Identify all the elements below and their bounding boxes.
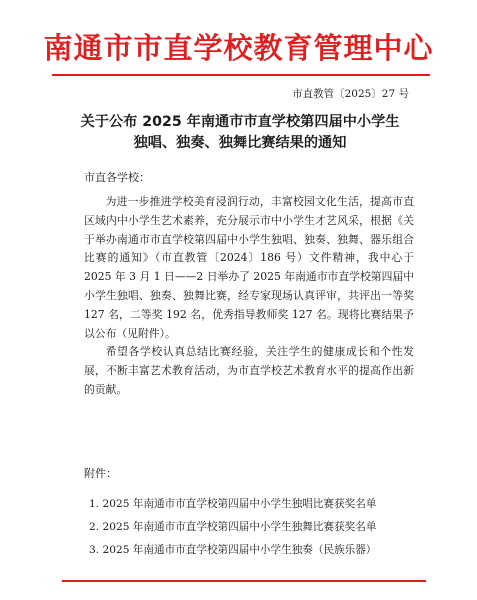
attachments-label: 附件：	[84, 467, 117, 480]
notice-body	[84, 193, 414, 400]
notice-title-line-2: 独唱、独奏、独舞比赛结果的通知	[133, 135, 347, 151]
masthead-divider	[52, 74, 430, 76]
attachments-list	[89, 493, 429, 562]
masthead-title: 南通市市直学校教育管理中心	[43, 31, 434, 65]
addressee: 市直各学校：	[84, 171, 150, 184]
document-number: 市直教管〔2025〕27 号	[292, 88, 409, 100]
attachment-item: 1. 2025 年南通市市直学校第四届中小学生独唱比赛获奖名单	[89, 498, 377, 510]
notice-title-line-1: 关于公布 2025 年南通市市直学校第四届中小学生	[80, 114, 400, 130]
notice-title	[50, 112, 430, 154]
footer-divider	[62, 580, 426, 582]
attachment-item: 2. 2025 年南通市市直学校第四届中小学生独舞比赛获奖名单	[89, 521, 377, 533]
body-paragraph: 为进一步推进学校美育浸润行动，丰富校园文化生活，提高市直区域内中小学生艺术素养，充分展示市中小学生才艺风采，根据《关于举办南通市市直学校第四届中小学生独唱、独奏、独舞、器乐组合比赛的通知》（市直教管〔2024〕186 号）文件精神，我中心于 2025 年 3 月 1 日——2 日举办了 2025 年南通市市直学校第四届中小学生独唱、独奏、独舞比赛，经专家现场认真评审，共评出一等奖 127 名，二等奖 192 名，优秀指导教师奖 127 名。现将比赛结果予以公布（见附件）。	[84, 195, 414, 340]
body-paragraph: 希望各学校认真总结比赛经验，关注学生的健康成长和个性发展，不断丰富艺术教育活动，为市直学校艺术教育水平的提高作出新的贡献。	[84, 345, 414, 396]
attachment-item: 3. 2025 年南通市市直学校第四届中小学生独奏（民族乐器）	[89, 544, 377, 556]
